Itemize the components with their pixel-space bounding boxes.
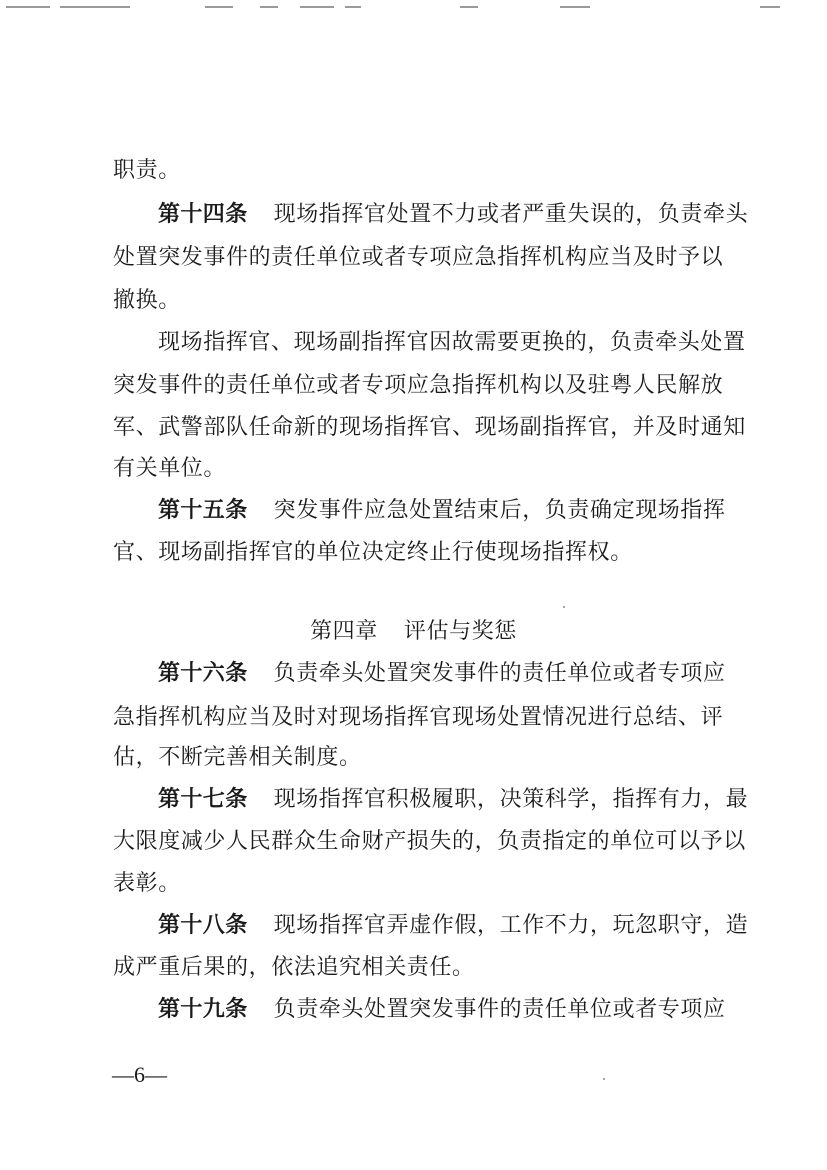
- chapter-heading: [0, 619, 827, 645]
- line-text: 急指挥机构应当及时对现场指挥官现场处置情况进行总结、评: [113, 705, 724, 730]
- line-text: 突发事件应急处置结束后，负责确定现场指挥: [273, 498, 726, 523]
- text-line: [113, 373, 723, 399]
- text-line: [158, 330, 746, 356]
- article-17-line: [158, 787, 748, 813]
- line-text: 处置突发事件的责任单位或者专项应急指挥机构应当及时予以: [113, 245, 724, 270]
- line-text: 撤换。: [113, 288, 181, 313]
- scan-speck: [603, 1078, 605, 1080]
- text-line: [113, 245, 723, 271]
- article-heading: 第十八条: [158, 913, 248, 938]
- text-line: [113, 955, 475, 981]
- page-number: —6—: [112, 1062, 167, 1087]
- article-heading: 第十五条: [158, 498, 248, 523]
- article-14-line: [158, 202, 748, 228]
- line-text: 军、武警部队任命新的现场指挥官、现场副指挥官，并及时通知: [113, 415, 746, 440]
- line-text: 表彰。: [113, 871, 181, 896]
- line-text: 负责牵头处置突发事件的责任单位或者专项应: [273, 661, 726, 686]
- article-heading: 第十七条: [158, 787, 248, 812]
- chapter-number: 第四章: [310, 619, 378, 644]
- article-heading: 第十四条: [158, 202, 248, 227]
- article-16-line: [158, 661, 726, 687]
- text-line: [113, 415, 746, 441]
- text-line: [113, 745, 362, 771]
- text-line: [113, 829, 746, 855]
- line-text: 成严重后果的，依法追究相关责任。: [113, 955, 475, 980]
- line-text: 现场指挥官处置不力或者严重失误的，负责牵头: [273, 202, 749, 227]
- scan-artifact-strip: [0, 0, 827, 14]
- article-heading: 第十九条: [158, 997, 248, 1022]
- text-line: [113, 158, 181, 184]
- line-text: 突发事件的责任单位或者专项应急指挥机构以及驻粤人民解放: [113, 373, 724, 398]
- chapter-title: 评估与奖惩: [403, 619, 517, 644]
- text-line: [113, 871, 181, 897]
- line-text: 现场指挥官积极履职，决策科学，指挥有力，最: [273, 787, 749, 812]
- text-line: [113, 288, 181, 314]
- line-text: 有关单位。: [113, 456, 227, 481]
- text-line: [113, 456, 226, 482]
- line-text: 官、现场副指挥官的单位决定终止行使现场指挥权。: [113, 540, 633, 565]
- text-line: [113, 705, 723, 731]
- article-heading: 第十六条: [158, 661, 248, 686]
- line-text: 负责牵头处置突发事件的责任单位或者专项应: [273, 997, 726, 1022]
- article-19-line: [158, 997, 726, 1023]
- line-text: 估，不断完善相关制度。: [113, 745, 362, 770]
- scan-speck: [563, 606, 565, 608]
- line-text: 大限度减少人民群众生命财产损失的，负责指定的单位可以予以: [113, 829, 746, 854]
- article-18-line: [158, 913, 748, 939]
- line-text: 现场指挥官、现场副指挥官因故需要更换的，负责牵头处置: [158, 330, 746, 355]
- text-line: [113, 540, 633, 566]
- line-text: 职责。: [113, 158, 181, 183]
- article-15-line: [158, 498, 726, 524]
- line-text: 现场指挥官弄虚作假，工作不力，玩忽职守，造: [273, 913, 749, 938]
